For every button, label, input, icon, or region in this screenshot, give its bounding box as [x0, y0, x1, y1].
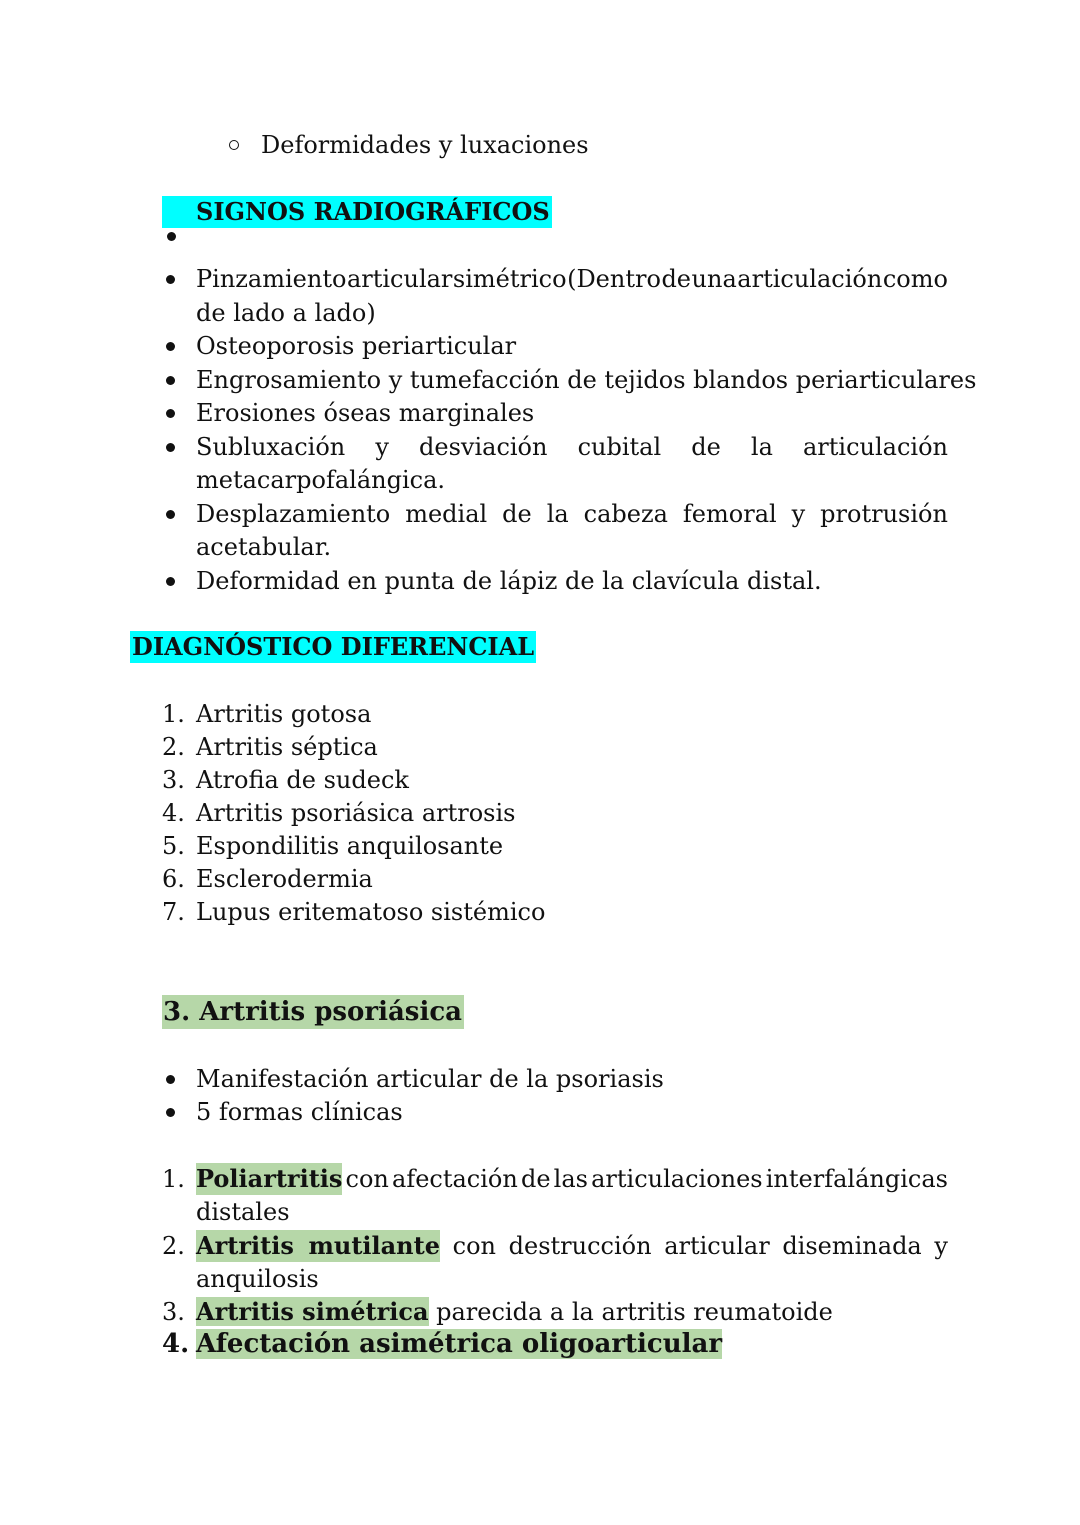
- bullet-icon: [166, 1108, 175, 1117]
- bullet-icon: [166, 275, 175, 284]
- list-number: 1.: [162, 700, 185, 728]
- list-number: 6.: [162, 865, 185, 893]
- form-1-line-1: Poliartritis con afectación de las articulaciones interfalángicas: [196, 1164, 948, 1193]
- diagnostico-item-5: Espondilitis anquilosante: [196, 832, 504, 860]
- bullet-icon: [166, 376, 175, 385]
- sub-bullet-text: Deformidades y luxaciones: [261, 131, 589, 159]
- bullet-icon: [166, 409, 175, 418]
- list-number: 5.: [162, 832, 185, 860]
- diagnostico-item-7: Lupus eritematoso sistémico: [196, 898, 546, 926]
- bullet-icon: [166, 443, 175, 452]
- form-1-line-2: distales: [196, 1198, 290, 1226]
- signos-heading-highlight: [162, 196, 552, 228]
- signos-heading: SIGNOS RADIOGRÁFICOS: [196, 197, 550, 226]
- form-4-bold: Afectación asimétrica oligoarticular: [196, 1329, 723, 1359]
- signos-item-3: Engrosamiento y tumefacción de tejidos blandos periarticulares: [196, 366, 977, 394]
- form-3-bold: Artritis simétrica: [196, 1297, 429, 1326]
- diagnostico-item-6: Esclerodermia: [196, 865, 373, 893]
- form-2-bold: Artritis mutilante: [196, 1231, 440, 1260]
- signos-item-5-line-1: Subluxación y desviación cubital de la articulación: [196, 433, 948, 461]
- hollow-bullet-icon: [229, 140, 239, 150]
- signos-item-6-line-1: Desplazamiento medial de la cabeza femoral y protrusión: [196, 500, 948, 528]
- form-2-line-2: anquilosis: [196, 1265, 319, 1293]
- signos-item-4: Erosiones óseas marginales: [196, 399, 535, 427]
- diagnostico-item-2: Artritis séptica: [196, 733, 378, 761]
- bullet-icon: [166, 1075, 175, 1084]
- diagnostico-item-4: Artritis psoriásica artrosis: [196, 799, 516, 827]
- diagnostico-item-3: Atrofia de sudeck: [196, 766, 409, 794]
- form-1-bold: Poliartritis: [196, 1164, 343, 1193]
- signos-item-6-line-2: acetabular.: [196, 533, 332, 561]
- list-number: 3.: [162, 1298, 185, 1326]
- diagnostico-item-1: Artritis gotosa: [196, 700, 372, 728]
- bullet-icon: [166, 342, 175, 351]
- list-number: 7.: [162, 898, 185, 926]
- list-number: 2.: [162, 733, 185, 761]
- list-number: 4.: [162, 799, 185, 827]
- signos-item-7: Deformidad en punta de lápiz de la clavícula distal.: [196, 567, 822, 595]
- form-3: [196, 1296, 833, 1328]
- psoriasica-bullet-1: Manifestación articular de la psoriasis: [196, 1065, 664, 1093]
- signos-item-2: Osteoporosis periarticular: [196, 332, 517, 360]
- list-number: 4.: [162, 1329, 190, 1359]
- diagnostico-heading: DIAGNÓSTICO DIFERENCIAL: [132, 632, 535, 661]
- bullet-icon: [166, 510, 175, 519]
- bullet-icon: [166, 577, 175, 586]
- signos-item-1-line-2: de lado a lado): [196, 299, 376, 327]
- signos-item-1-line-1: Pinzamiento articular simétrico (Dentro de una articulación como: [196, 265, 948, 293]
- bullet-icon: [167, 232, 176, 241]
- list-number: 3.: [162, 766, 185, 794]
- form-3-rest: parecida a la artritis reumatoide: [428, 1298, 833, 1326]
- list-number: 1.: [162, 1165, 185, 1193]
- form-2-line-1: Artritis mutilante con destrucción articular diseminada y: [196, 1231, 948, 1260]
- psoriasica-bullet-2: 5 formas clínicas: [196, 1098, 403, 1126]
- signos-item-5-line-2: metacarpofalángica.: [196, 466, 445, 494]
- form-4: [196, 1327, 722, 1361]
- list-number: 2.: [162, 1232, 185, 1260]
- psoriasica-heading: 3. Artritis psoriásica: [163, 997, 462, 1027]
